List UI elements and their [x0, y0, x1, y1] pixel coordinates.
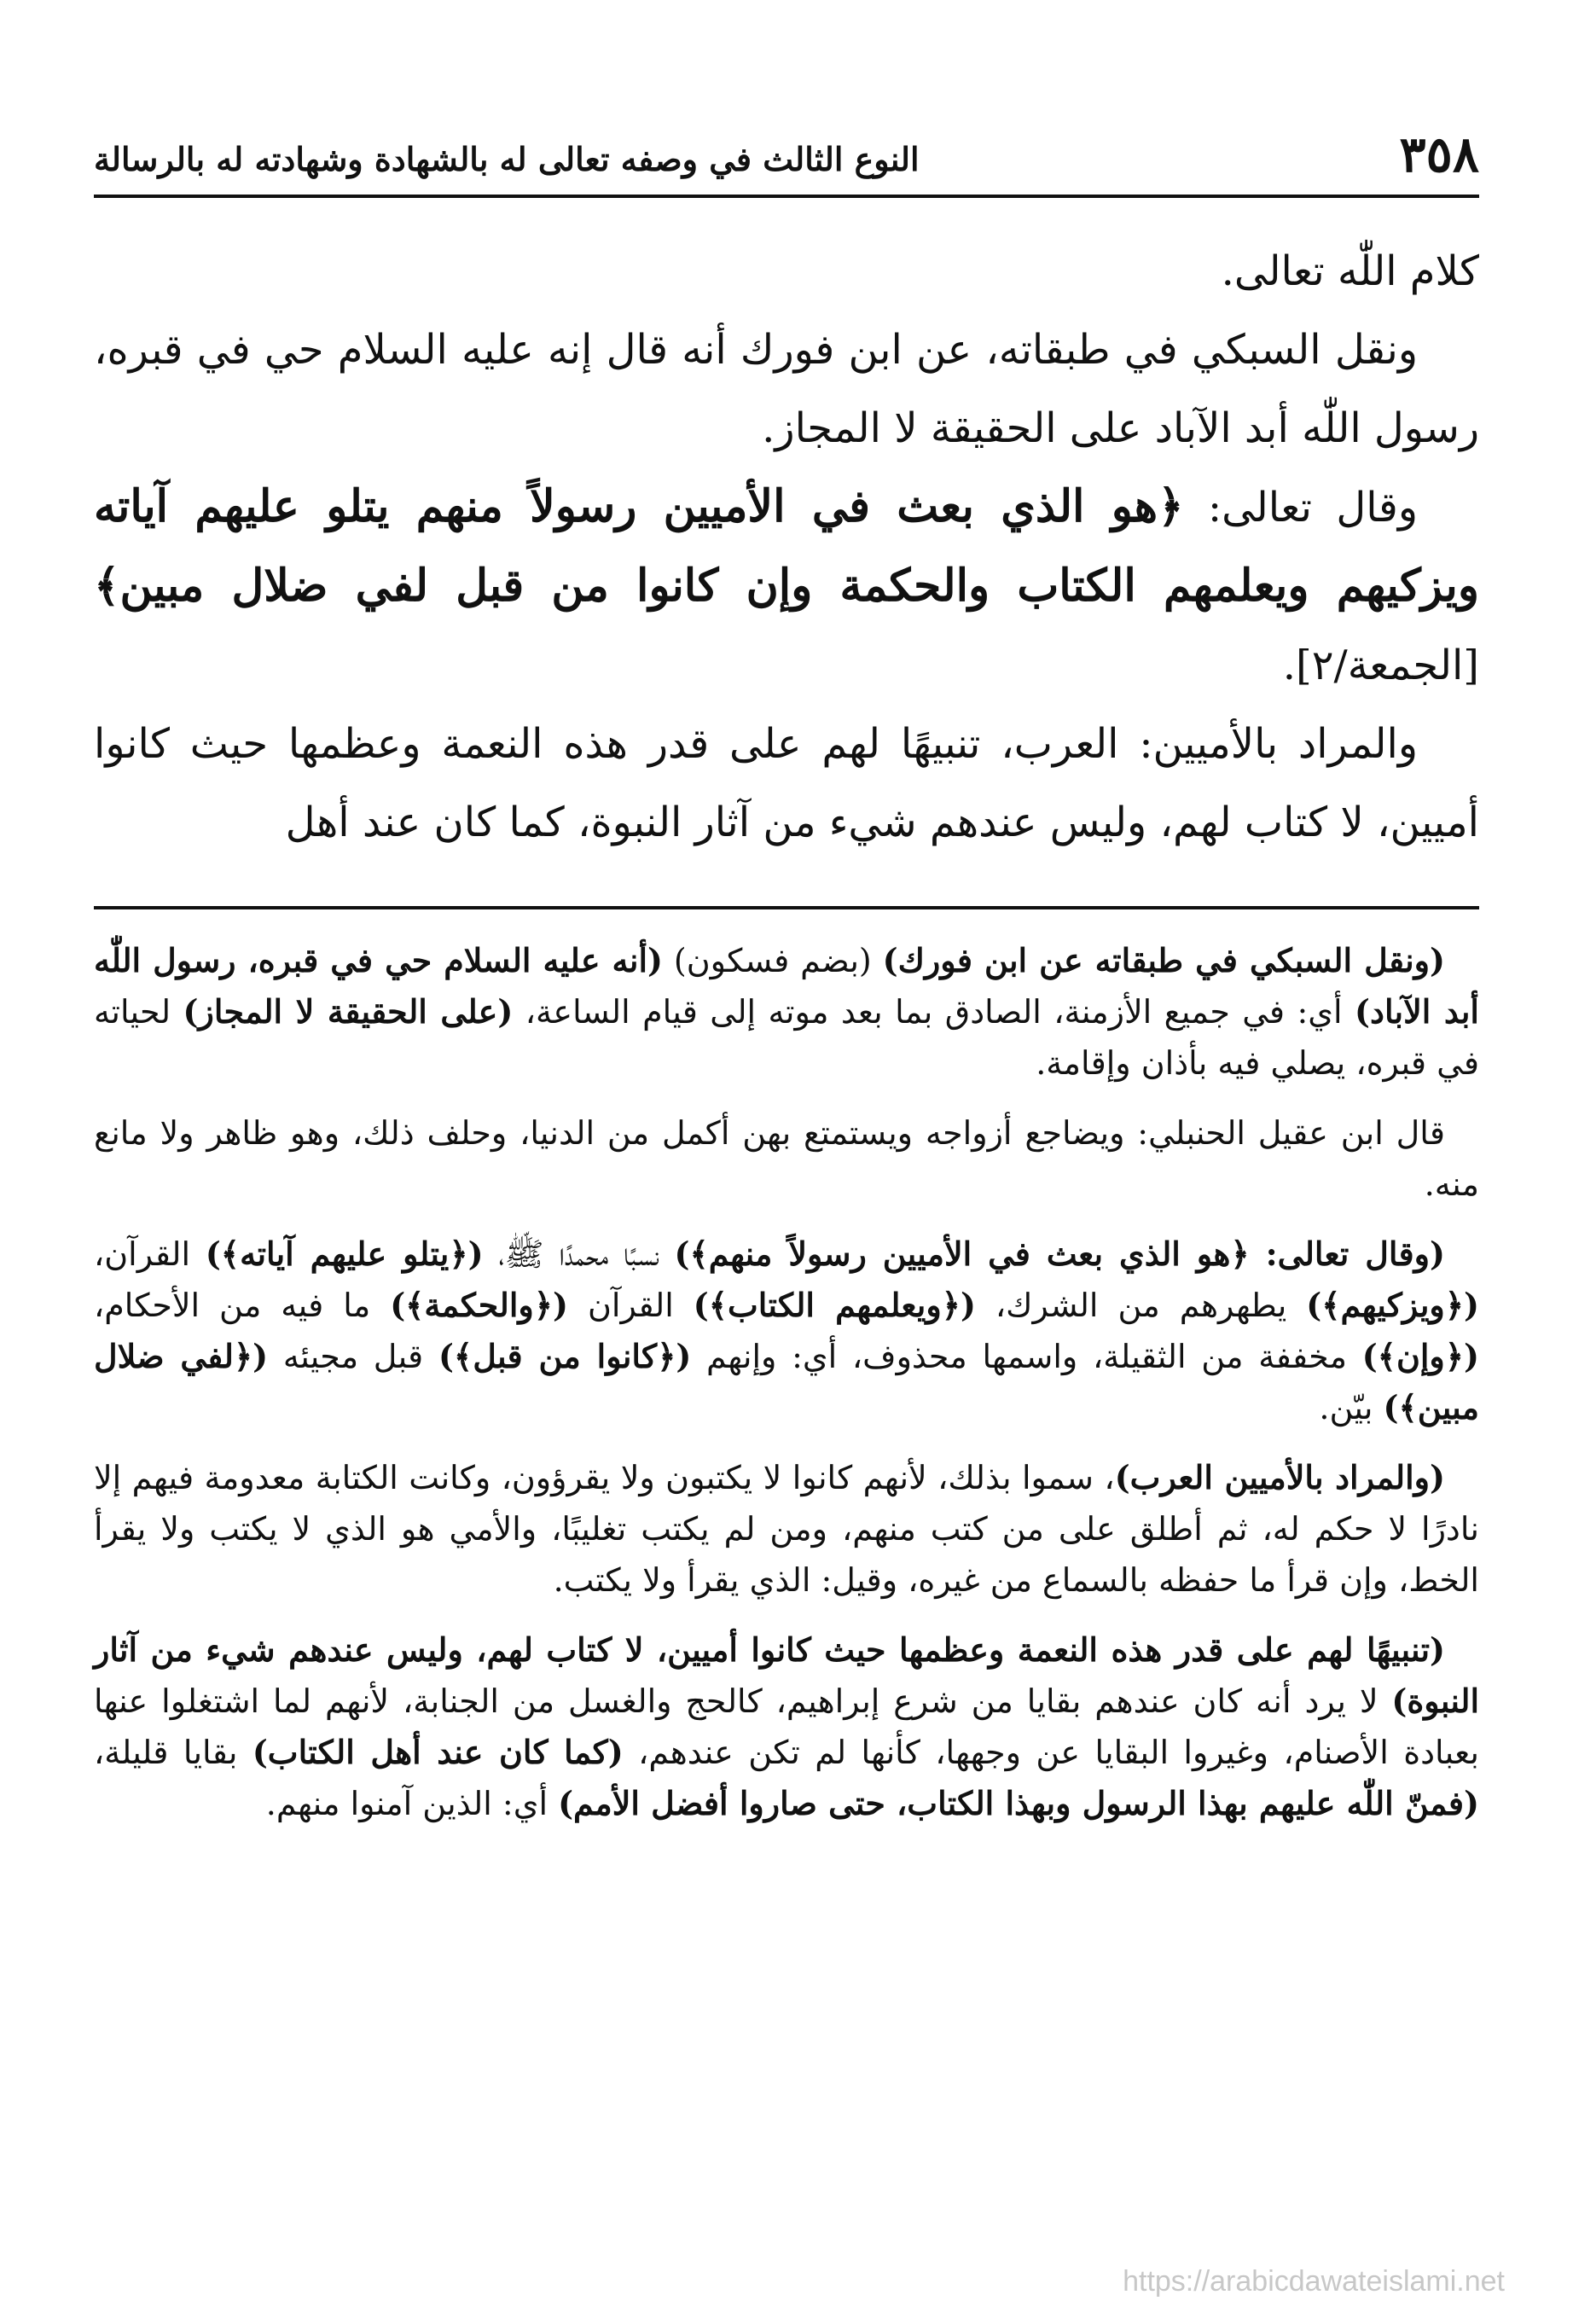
commentary-text: القرآن — [568, 1287, 694, 1324]
commentary-text: أي: الذين آمنوا منهم. — [265, 1785, 559, 1822]
book-page — [94, 111, 1479, 2290]
commentary-quote: (﴿لفي ضلال مبين﴾) — [94, 1337, 1479, 1426]
commentary-text: نسبًا محمدًا ﷺ، — [483, 1235, 675, 1273]
commentary-paragraph-1 — [94, 935, 1479, 1089]
commentary-quote: (تنبيهًا لهم على قدر هذه النعمة وعظمها حيث كانوا أميين، لا كتاب لهم، وليس عندهم شيء من آثار النبوة) — [94, 1630, 1479, 1720]
commentary-quote: (﴿والحكمة﴾) — [390, 1286, 569, 1324]
commentary-quote: (على الحقيقة لا المجاز) — [183, 992, 514, 1031]
commentary-paragraph-5 — [94, 1624, 1479, 1829]
commentary-section — [94, 935, 1479, 1829]
commentary-quote: (﴿ويعلمهم الكتاب﴾) — [693, 1286, 976, 1324]
commentary-quote: (أنه عليه السلام حي في قبره، رسول اللّٰه أبد الآباد) — [94, 941, 1479, 1031]
commentary-quote: (﴿يتلو عليهم آياته﴾) — [205, 1235, 484, 1273]
commentary-text: القرآن، — [94, 1235, 206, 1273]
commentary-paragraph-2: قال ابن عقيل الحنبلي: ويضاجع أزواجه ويستمتع بهن أكمل من الدنيا، وحلف ذلك، وهو ظاهر ولا مانع منه. — [94, 1114, 1479, 1203]
main-paragraph-3 — [94, 468, 1479, 705]
page-header — [94, 111, 1479, 183]
main-paragraph-2: ونقل السبكي في طبقاته، عن ابن فورك أنه قال إنه عليه السلام حي في قبره، رسول اللّٰه أبد الآباد على الحقيقة لا المجاز. — [94, 326, 1479, 452]
commentary-text: لحياته في قبره، يصلي فيه بأذان وإقامة. — [94, 993, 1479, 1082]
quran-verse: ﴿هو الذي بعث في الأميين رسولاً منهم يتلو عليهم آياته ويزكيهم ويعلمهم الكتاب والحكمة وإن كانوا من قبل لفي ضلال مبين﴾ — [94, 480, 1479, 612]
header-divider — [94, 195, 1479, 198]
main-paragraph-1: كلام اللّٰه تعالى. — [1221, 247, 1479, 295]
commentary-quote: (﴿وإن﴾) — [1361, 1337, 1480, 1375]
commentary-text: مخففة من الثقيلة، واسمها محذوف، أي: وإنهم — [691, 1338, 1362, 1375]
running-title: النوع الثالث في وصفه تعالى له بالشهادة وشهادته له بالرسالة — [94, 140, 920, 179]
commentary-quote: (ونقل السبكي في طبقاته عن ابن فورك) — [882, 941, 1446, 979]
commentary-quote: (﴿كانوا من قبل﴾) — [438, 1337, 692, 1375]
commentary-text: ما فيه من الأحكام، — [94, 1287, 391, 1324]
watermark-url: https://arabicdawateislami.net — [1123, 2265, 1505, 2298]
commentary-quote: (فمنّ اللّٰه عليهم بهذا الرسول وبهذا الكتاب، حتى صاروا أفضل الأمم) — [558, 1784, 1479, 1822]
commentary-text: (بضم فسكون) — [663, 942, 883, 979]
commentary-paragraph-4 — [94, 1452, 1479, 1606]
commentary-text: بقايا قليلة، — [94, 1734, 252, 1771]
commentary-quote: (والمراد بالأميين العرب) — [1114, 1458, 1446, 1496]
commentary-quote: (﴿ويزكيهم﴾) — [1306, 1286, 1479, 1324]
commentary-text: يطهرهم من الشرك، — [975, 1287, 1307, 1324]
verse-intro: وقال تعالى: — [1183, 484, 1418, 532]
verse-reference: [الجمعة/٢]. — [1282, 642, 1479, 689]
commentary-paragraph-3 — [94, 1229, 1479, 1433]
commentary-text: ، سموا بذلك، لأنهم كانوا لا يكتبون ولا يقرؤون، وكانت الكتابة معدومة فيهم إلا نادرًا لا حكم له، ثم أطلق على من كتب منهم، ومن لم يكتب تغليبًا، والأمي هو الذي لا يكتب ولا يقرأ الخط، وإن قرأ ما حفظه بالسماع من غيره، وقيل: الذي يقرأ ولا يكتب. — [94, 1459, 1479, 1599]
commentary-text: لا يرد أنه كان عندهم بقايا من شرع إبراهيم، كالحج والغسل من الجنابة، لأنهم لما اشتغلوا عنها بعبادة الأصنام، وغيروا البقايا عن وجهها، كأنها لم تكن عندهم، — [94, 1682, 1479, 1771]
commentary-divider — [94, 906, 1479, 909]
main-paragraph-4: والمراد بالأميين: العرب، تنبيهًا لهم على قدر هذه النعمة وعظمها حيث كانوا أميين، لا كتاب لهم، وليس عندهم شيء من آثار النبوة، كما كان عند أهل — [94, 720, 1479, 846]
main-text — [94, 232, 1479, 862]
commentary-quote: (كما كان عند أهل الكتاب) — [252, 1733, 624, 1771]
commentary-text: أي: في جميع الأزمنة، الصادق بما بعد موته إلى قيام الساعة، — [513, 993, 1355, 1031]
commentary-quote: (وقال تعالى: ﴿هو الذي بعث في الأميين رسولاً منهم﴾) — [674, 1235, 1445, 1273]
commentary-text: بيّن. — [1319, 1389, 1384, 1426]
commentary-text: قبل مجيئه — [268, 1338, 438, 1375]
page-number: ٣٥٨ — [1399, 125, 1479, 183]
